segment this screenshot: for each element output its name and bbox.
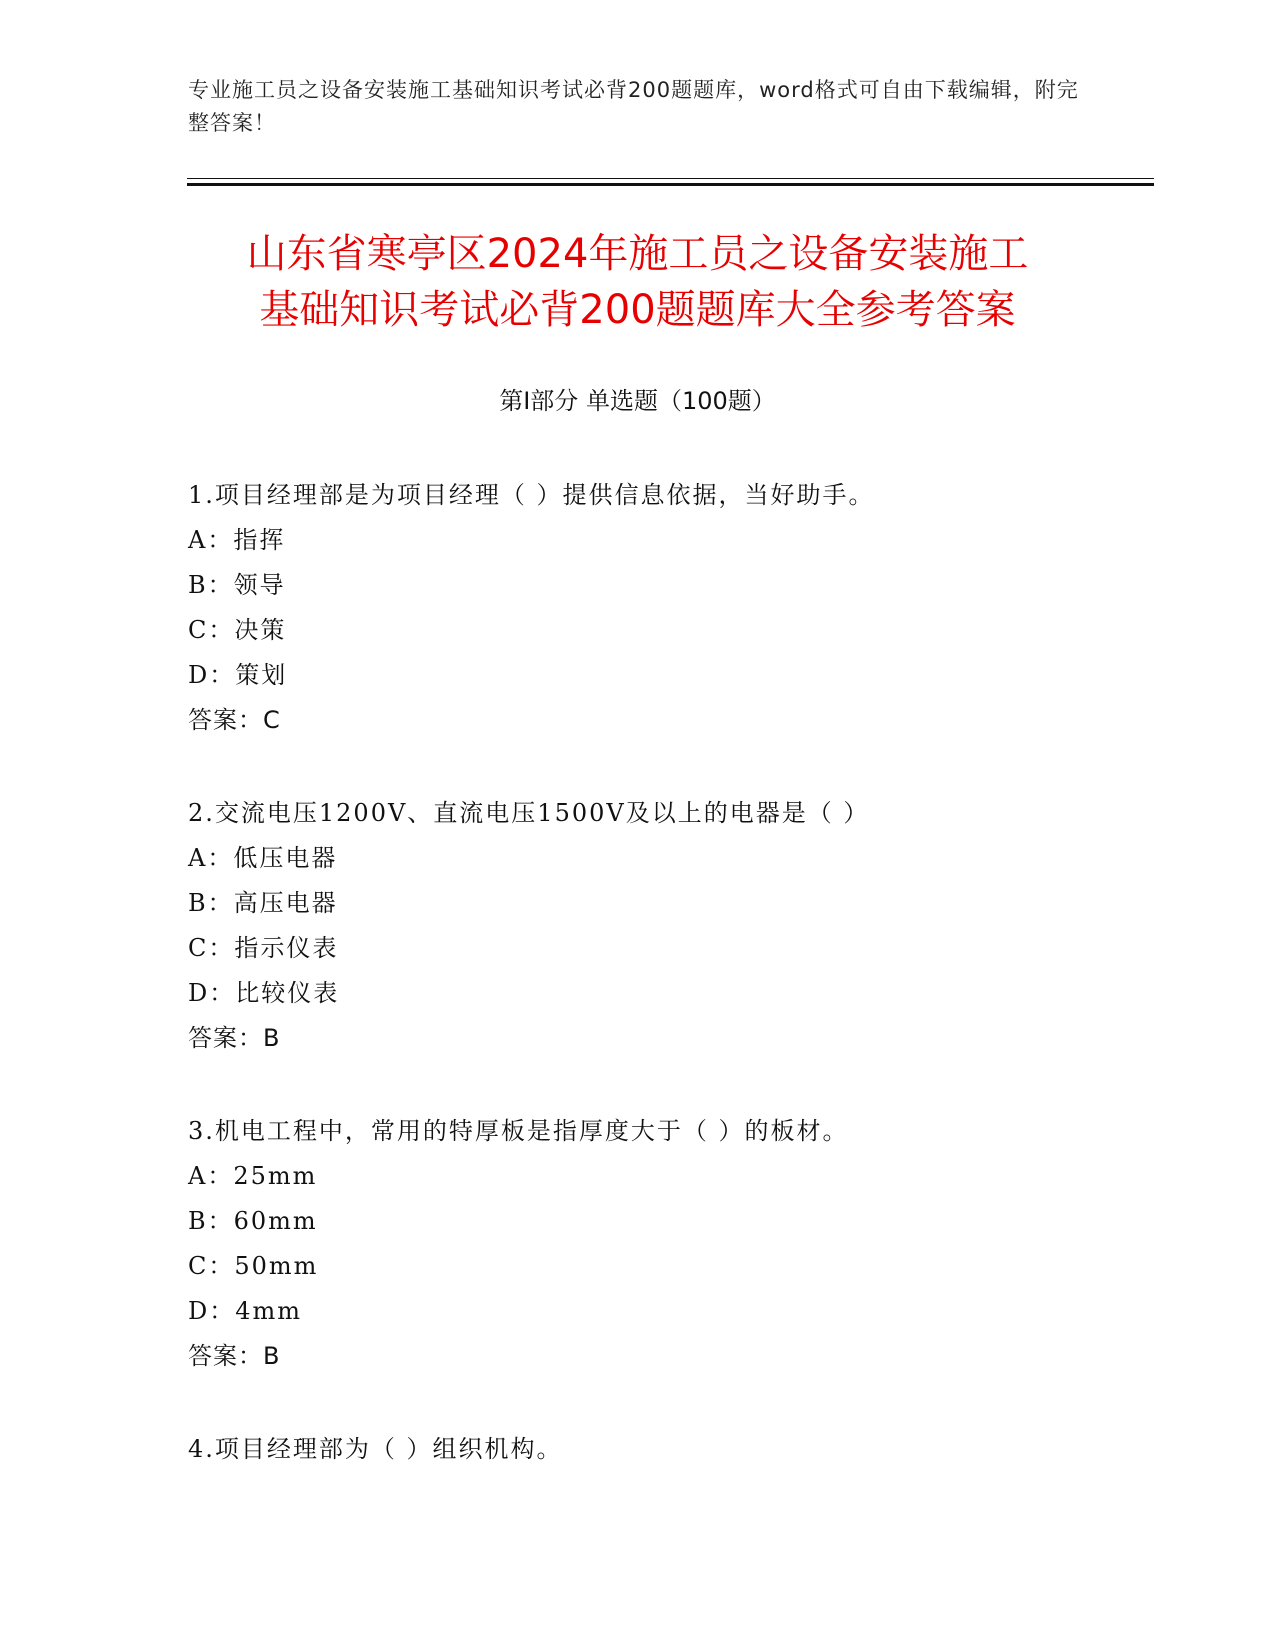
title-line-2: 基础知识考试必背200题题库大全参考答案 <box>259 287 1016 333</box>
header-note: 专业施工员之设备安装施工基础知识考试必背200题题库，word格式可自由下载编辑，附完整答案！ <box>188 78 1079 135</box>
question-stem: 2.交流电压1200V、直流电压1500V及以上的电器是（ ） <box>188 799 870 827</box>
question-4 <box>188 1433 1188 1478</box>
answer: 答案：B <box>188 1024 281 1052</box>
option-d: D：比较仪表 <box>188 979 340 1007</box>
question-stem: 3.机电工程中，常用的特厚板是指厚度大于（ ）的板材。 <box>188 1117 849 1145</box>
option-d: D：4mm <box>188 1297 303 1325</box>
answer: 答案：C <box>188 706 281 734</box>
option-a: A：低压电器 <box>188 844 338 872</box>
option-c: C：50mm <box>188 1252 319 1280</box>
option-a: A：指挥 <box>188 526 286 554</box>
document-title <box>150 226 1125 338</box>
header-divider-thin <box>187 178 1154 179</box>
option-d: D：策划 <box>188 661 288 689</box>
question-2 <box>188 797 1188 1067</box>
option-c: C：决策 <box>188 616 287 644</box>
question-1 <box>188 479 1188 749</box>
option-c: C：指示仪表 <box>188 934 339 962</box>
question-stem: 4.项目经理部为（ ）组织机构。 <box>188 1435 563 1463</box>
question-stem: 1.项目经理部是为项目经理（ ）提供信息依据，当好助手。 <box>188 481 875 509</box>
option-a: A：25mm <box>188 1162 318 1190</box>
option-b: B：领导 <box>188 571 286 599</box>
question-3 <box>188 1115 1188 1385</box>
header-divider-thick <box>187 183 1154 186</box>
option-b: B：60mm <box>188 1207 318 1235</box>
title-line-1: 山东省寒亭区2024年施工员之设备安装施工 <box>246 231 1029 277</box>
answer: 答案：B <box>188 1342 281 1370</box>
section-heading: 第Ⅰ部分 单选题（100题） <box>499 387 776 415</box>
option-b: B：高压电器 <box>188 889 338 917</box>
